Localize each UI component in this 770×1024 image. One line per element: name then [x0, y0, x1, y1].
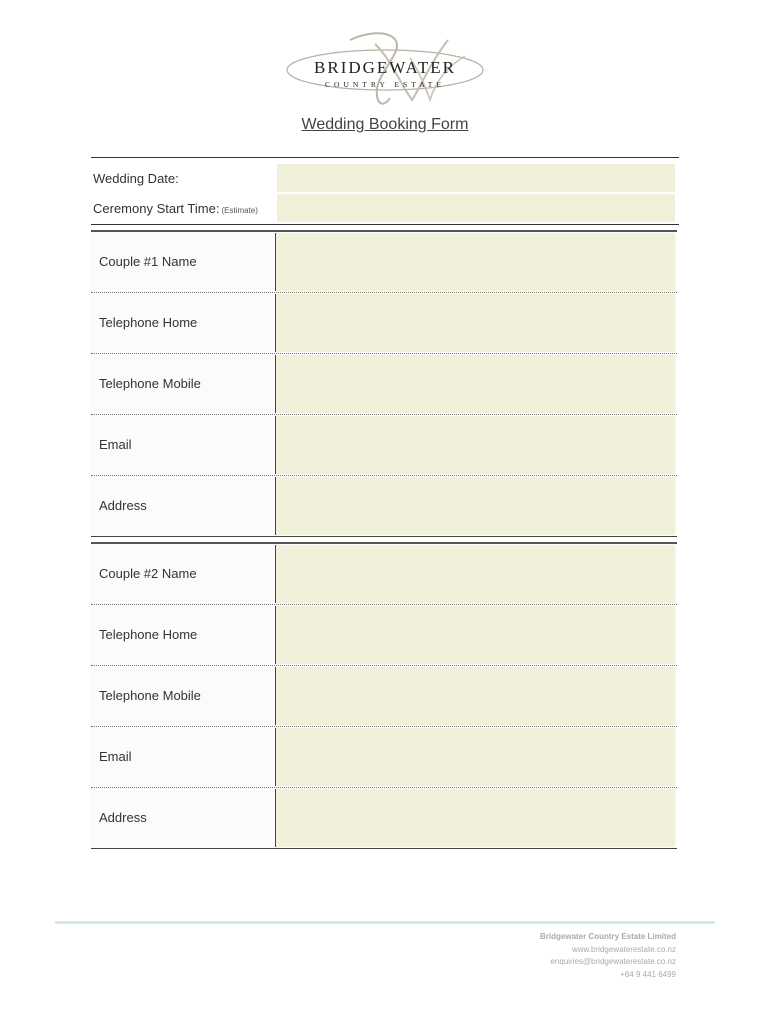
footer [540, 931, 676, 981]
couple1-phone-mobile-field[interactable] [275, 355, 675, 413]
couple1-phone-home-row [91, 293, 677, 354]
couple1-name-row [91, 232, 677, 293]
couple2-name-field[interactable] [275, 545, 675, 603]
couple2-name-row [91, 544, 677, 605]
couple2-address-row [91, 788, 677, 848]
couple2-address-field[interactable] [275, 789, 675, 847]
ceremony-time-row [91, 194, 677, 222]
ceremony-time-label: Ceremony Start Time: [93, 201, 220, 216]
wedding-date-field[interactable] [277, 164, 675, 192]
estate-logo [280, 28, 490, 108]
couple1-email-field[interactable] [275, 416, 675, 474]
ceremony-time-field[interactable] [277, 194, 675, 222]
couple1-email-label: Email [99, 437, 132, 452]
ceremony-time-label-wrap [93, 201, 258, 216]
footer-email[interactable]: enquiries@bridgewaterestate.co.nz [550, 957, 676, 966]
footer-company: Bridgewater Country Estate Limited [539, 932, 676, 941]
couple2-section [91, 542, 677, 849]
couple2-email-field[interactable] [275, 728, 675, 786]
couple2-phone-home-label: Telephone Home [99, 627, 198, 642]
couple2-email-label: Email [99, 749, 132, 764]
page-title: Wedding Booking Form [301, 116, 469, 133]
couple2-phone-mobile-label: Telephone Mobile [99, 688, 201, 703]
footer-phone: +64 9 441 6499 [620, 969, 676, 979]
couple2-phone-mobile-row [91, 666, 677, 727]
couple1-address-field[interactable] [275, 477, 675, 535]
couple1-section [91, 230, 677, 537]
couple1-address-label: Address [99, 498, 147, 513]
couple1-email-row [91, 415, 677, 476]
couple1-name-label: Couple #1 Name [99, 254, 197, 269]
footer-website[interactable]: www.bridgewaterestate.co.nz [571, 944, 676, 954]
couple1-phone-home-field[interactable] [275, 294, 675, 352]
ceremony-time-note: (Estimate) [221, 206, 258, 215]
wedding-date-label: Wedding Date: [93, 171, 179, 186]
couple1-name-field[interactable] [275, 233, 675, 291]
logo-name: BRIDGEWATER [314, 58, 456, 77]
couple2-phone-home-field[interactable] [275, 606, 675, 664]
couple1-phone-mobile-label: Telephone Mobile [99, 376, 201, 391]
couple2-address-label: Address [99, 810, 147, 825]
wedding-date-row [91, 164, 677, 192]
couple1-phone-mobile-row [91, 354, 677, 415]
logo-subtitle: COUNTRY ESTATE [325, 80, 445, 89]
couple2-phone-home-row [91, 605, 677, 666]
divider [91, 157, 679, 158]
couple2-email-row [91, 727, 677, 788]
couple1-phone-home-label: Telephone Home [99, 315, 198, 330]
couple2-phone-mobile-field[interactable] [275, 667, 675, 725]
divider [91, 224, 679, 225]
couple2-name-label: Couple #2 Name [99, 566, 197, 581]
footer-divider [55, 921, 715, 924]
couple1-address-row [91, 476, 677, 536]
